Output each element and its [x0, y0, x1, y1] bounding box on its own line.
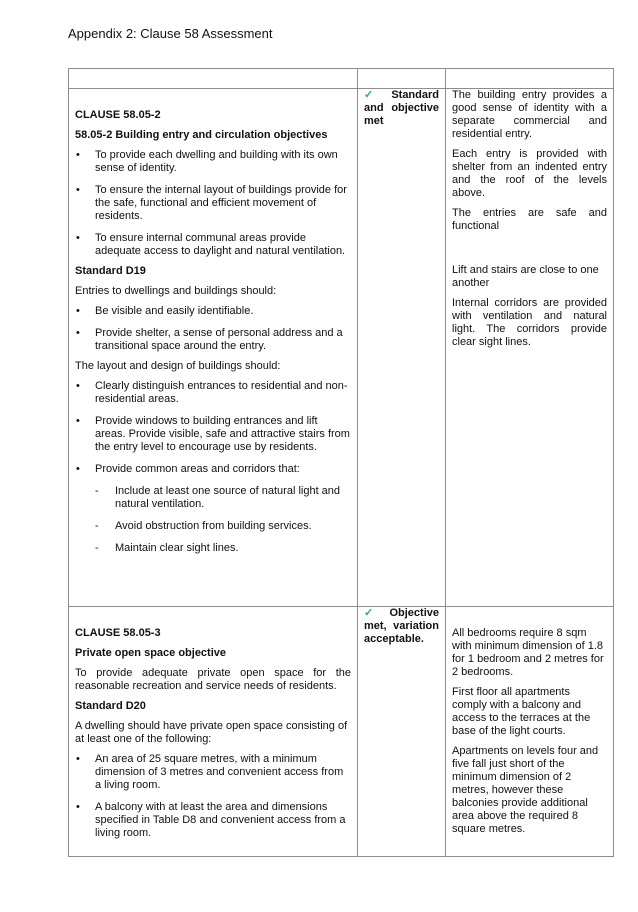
list-item: • An area of 25 square metres, with a minimum dimension of 3 metres and convenient access from a living room.	[75, 753, 351, 792]
layout-list	[75, 380, 351, 555]
requirements-cell	[69, 607, 358, 857]
list-item: • To provide each dwelling and building with its own sense of identity.	[75, 149, 351, 175]
standard-heading: Standard D20	[75, 700, 146, 712]
comment: Internal corridors are provided with ventilation and natural light. The corridors provide clear sight lines.	[452, 297, 607, 348]
comment: The entries are safe and functional	[452, 207, 607, 232]
clause-heading: CLAUSE 58.05-2	[75, 109, 161, 121]
sub-list-item: - Avoid obstruction from building services.	[95, 520, 351, 533]
empty-cell	[358, 69, 446, 89]
entries-list	[75, 305, 351, 353]
list-item: • Provide shelter, a sense of personal address and a transitional space around the entry.	[75, 327, 351, 353]
comment: Each entry is provided with shelter from an indented entry and the roof of the levels above.	[452, 148, 607, 199]
status-cell	[358, 607, 446, 857]
list-item: • Clearly distinguish entrances to residential and non-residential areas.	[75, 380, 351, 406]
list-item: • To ensure the internal layout of buildings provide for the safe, functional and efficient movement of residents.	[75, 184, 351, 223]
empty-cell	[69, 69, 358, 89]
comment: The building entry provides a good sense of identity with a separate commercial and residential entry.	[452, 89, 607, 140]
assessment-table	[68, 68, 614, 857]
table-row	[69, 607, 614, 857]
table-header-row	[69, 69, 614, 89]
comment: All bedrooms require 8 sqm with minimum dimension of 1.8 for 1 bedroom and 2 metres for 2 bedrooms.	[452, 627, 604, 678]
comment: Lift and stairs are close to one another	[452, 264, 599, 289]
list-item: • Be visible and easily identifiable.	[75, 305, 351, 318]
list-item: • A balcony with at least the area and dimensions specified in Table D8 and convenient access from a living room.	[75, 801, 351, 840]
standard-intro: A dwelling should have private open space consisting of at least one of the following:	[75, 720, 348, 745]
status-text	[364, 607, 439, 646]
status-text	[364, 89, 439, 128]
empty-cell	[446, 69, 614, 89]
objective-heading: Private open space objective	[75, 647, 227, 659]
spacer	[452, 607, 607, 627]
objectives-list	[75, 149, 351, 258]
list-item: • To ensure internal communal areas provide adequate access to daylight and natural ventilation.	[75, 232, 351, 258]
objective-heading: 58.05-2 Building entry and circulation objectives	[75, 129, 328, 141]
items-list	[75, 753, 351, 840]
comments-cell	[446, 607, 614, 857]
spacer	[452, 240, 607, 264]
list-item	[75, 463, 351, 555]
check-icon: ✓	[364, 607, 374, 619]
standard-heading: Standard D19	[75, 265, 146, 277]
layout-intro: The layout and design of buildings should:	[75, 360, 281, 372]
clause-heading: CLAUSE 58.05-3	[75, 627, 161, 639]
list-item: • Provide windows to building entrances and lift areas. Provide visible, safe and attractive stairs from the entry level to encourage use by residents.	[75, 415, 351, 454]
sub-list	[95, 485, 351, 555]
comment: First floor all apartments comply with a balcony and access to the terraces at the base of the light courts.	[452, 686, 591, 737]
entries-intro: Entries to dwellings and buildings should:	[75, 285, 277, 297]
comment: Apartments on levels four and five fall just short of the minimum dimension of 2 metres, however these balconies provide additional area above the required 8 square metres.	[452, 745, 599, 835]
table-row	[69, 89, 614, 607]
sub-list-item: - Include at least one source of natural light and natural ventilation.	[95, 485, 351, 511]
status-label: Standard and objective met	[364, 89, 439, 127]
comments-cell	[446, 89, 614, 607]
objective-text: To provide adequate private open space for the reasonable recreation and service needs of residents.	[75, 667, 351, 692]
list-item-text: Provide common areas and corridors that:	[95, 463, 300, 475]
status-cell	[358, 89, 446, 607]
requirements-cell	[69, 89, 358, 607]
check-icon: ✓	[364, 89, 376, 101]
sub-list-item: - Maintain clear sight lines.	[95, 542, 351, 555]
status-label: Objective met, variation acceptable.	[364, 607, 439, 645]
page-header: Appendix 2: Clause 58 Assessment	[68, 26, 273, 41]
